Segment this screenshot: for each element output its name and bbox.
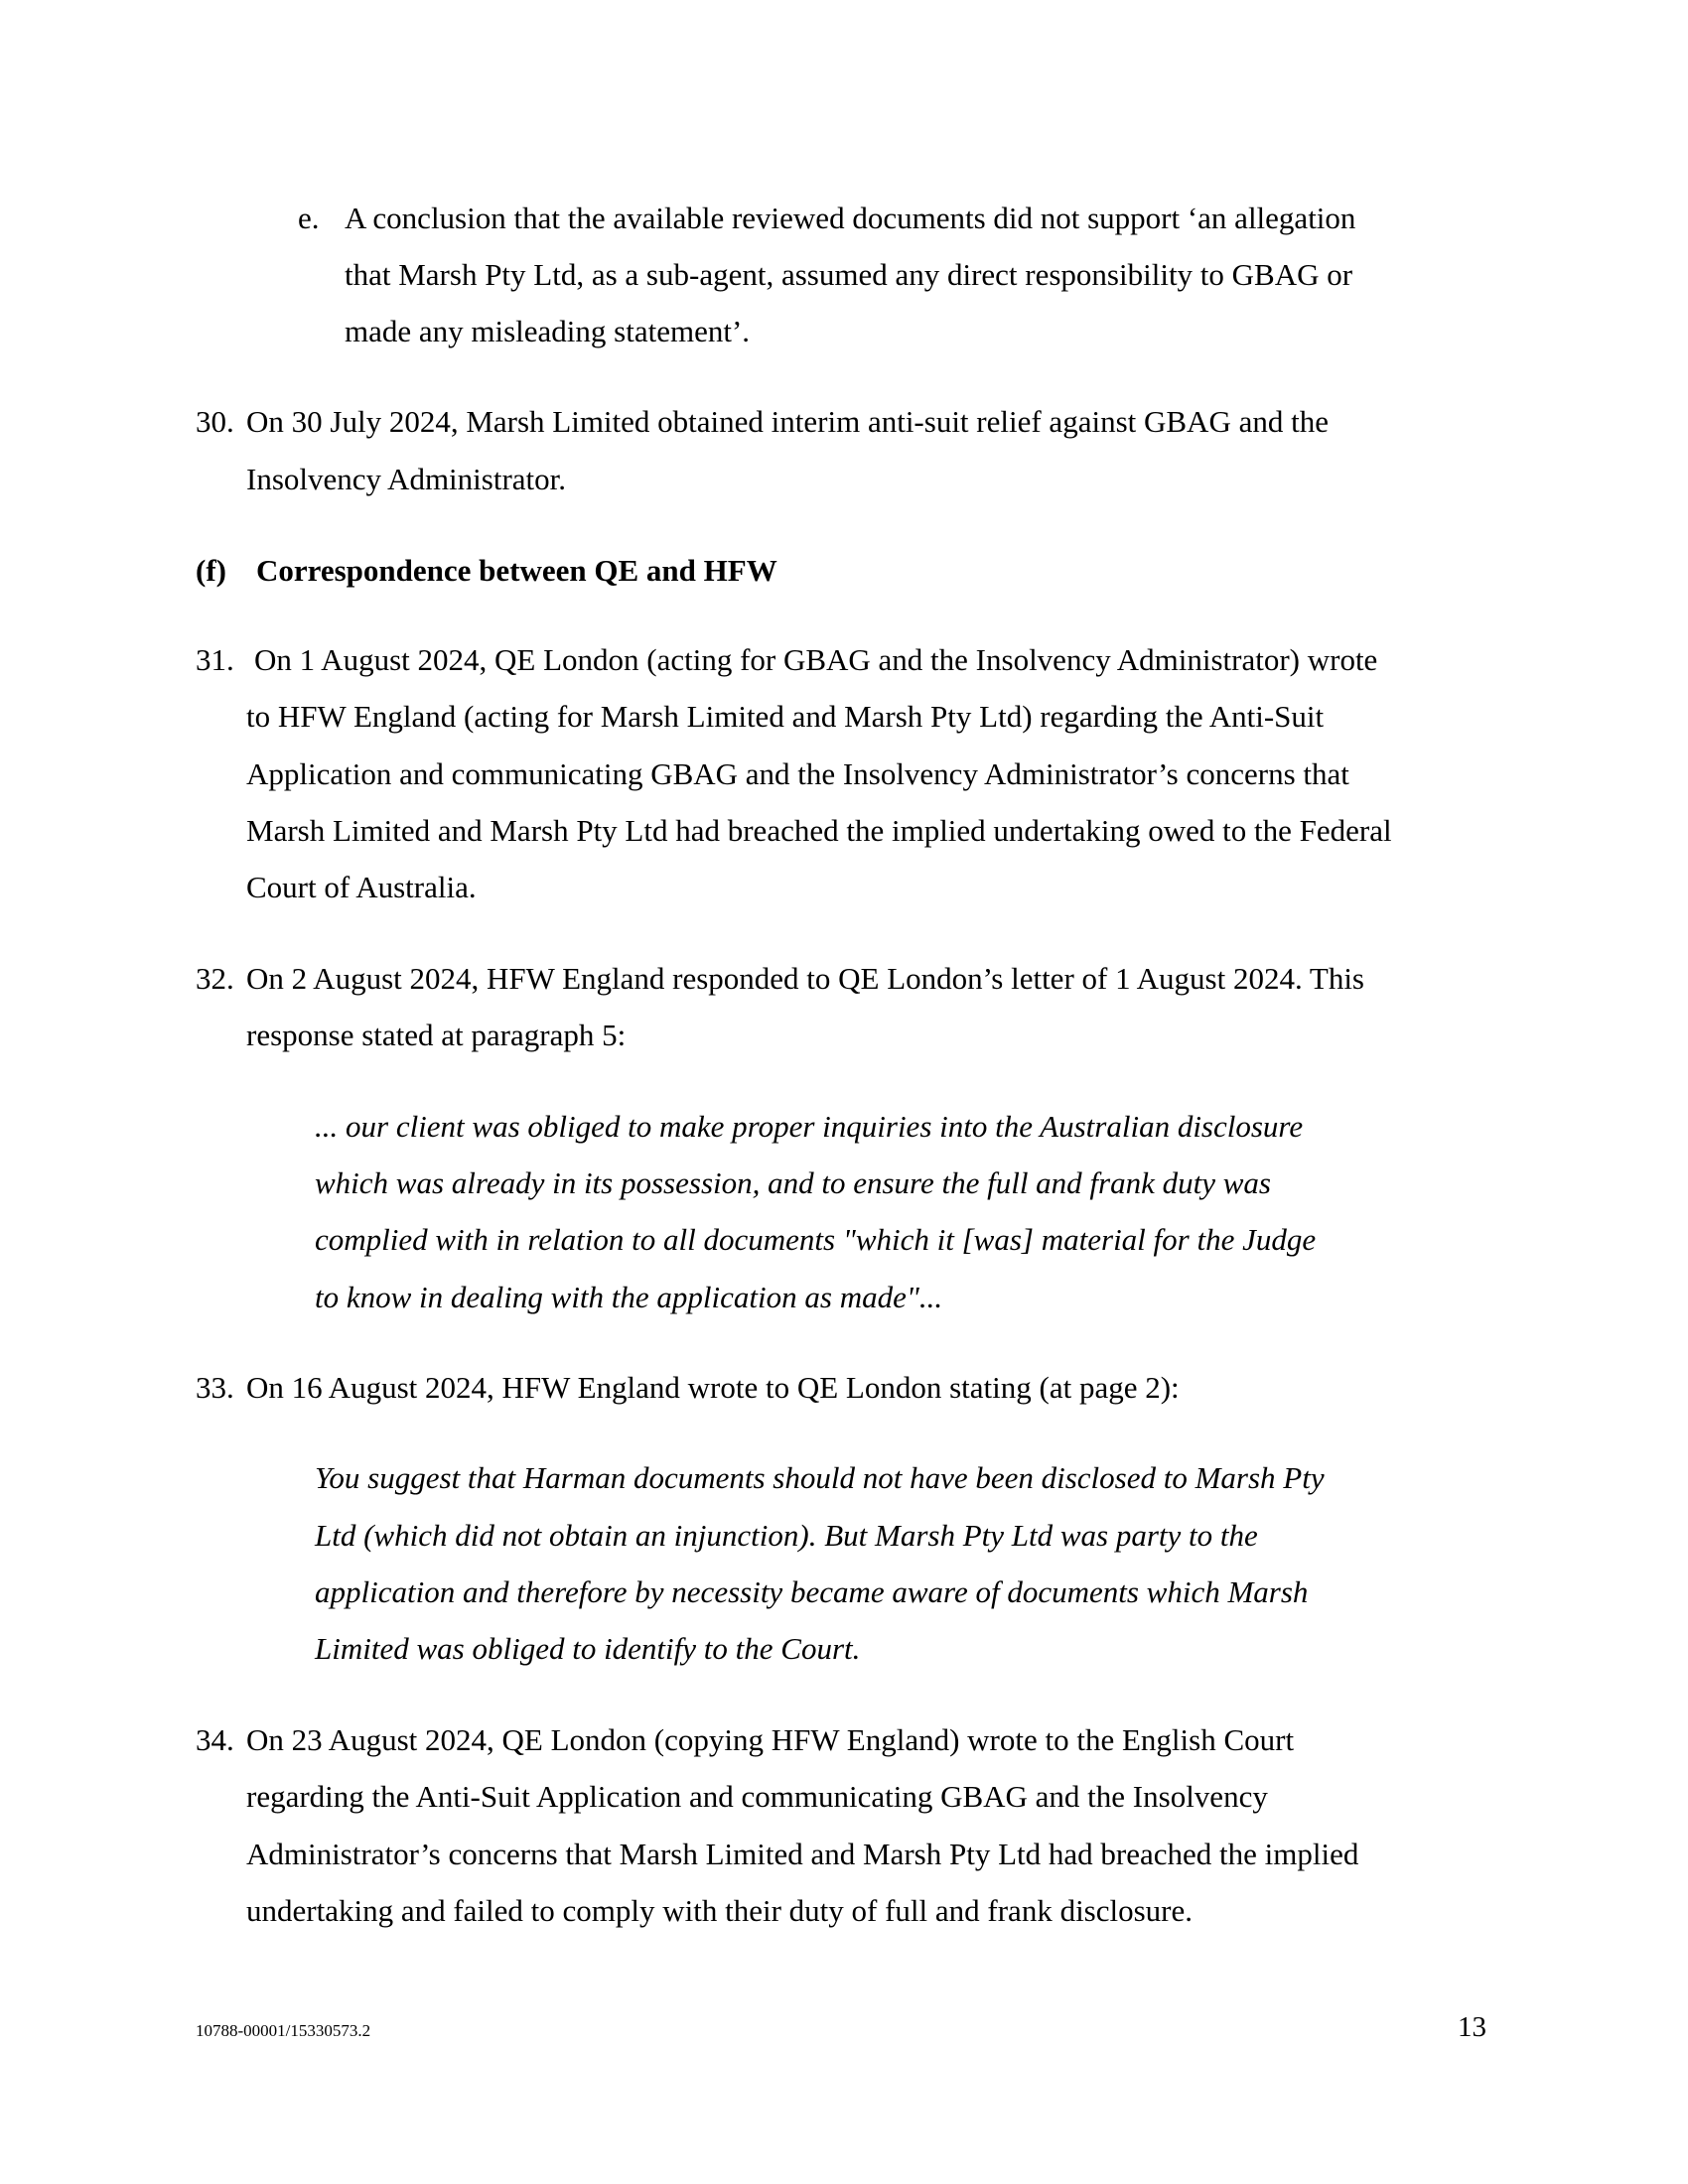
paragraph-line: On 1 August 2024, QE London (acting for GBAG and the Insolvency Administrator) wrote (254, 642, 1378, 677)
paragraph-number: 34. (196, 1722, 234, 1757)
paragraph-line: regarding the Anti-Suit Application and communicating GBAG and the Insolvency (246, 1779, 1268, 1814)
paragraph-line: On 23 August 2024, QE London (copying HFW England) wrote to the English Court (246, 1722, 1295, 1757)
page-number: 13 (1458, 2011, 1486, 2043)
heading-marker: (f) (196, 553, 226, 588)
paragraph-line: Marsh Limited and Marsh Pty Ltd had breached the implied undertaking owed to the Federal (246, 813, 1392, 848)
paragraph-number: 32. (196, 961, 234, 996)
document-reference: 10788-00001/15330573.2 (196, 2021, 371, 2040)
paragraph-number: 33. (196, 1370, 234, 1405)
paragraph-line: On 16 August 2024, HFW England wrote to QE London stating (at page 2): (246, 1370, 1180, 1405)
paragraph-line: to HFW England (acting for Marsh Limited and Marsh Pty Ltd) regarding the Anti-Suit (246, 699, 1325, 734)
paragraph-line: Administrator’s concerns that Marsh Limited and Marsh Pty Ltd had breached the implied (246, 1837, 1359, 1871)
paragraph-line: response stated at paragraph 5: (246, 1018, 627, 1052)
quote-line: Ltd (which did not obtain an injunction). But Marsh Pty Ltd was party to the (315, 1518, 1258, 1553)
paragraph-line: Insolvency Administrator. (246, 462, 567, 496)
list-marker: e. (298, 201, 320, 235)
paragraph-number: 30. (196, 404, 234, 439)
section-heading: Correspondence between QE and HFW (256, 553, 777, 588)
quote-line: ... our client was obliged to make proper inquiries into the Australian disclosure (315, 1109, 1304, 1144)
paragraph-line: On 30 July 2024, Marsh Limited obtained interim anti-suit relief against GBAG and the (246, 404, 1329, 439)
quote-line: complied with in relation to all documents "which it [was] material for the Judge (315, 1222, 1317, 1257)
paragraph-line: On 2 August 2024, HFW England responded to QE London’s letter of 1 August 2024. This (246, 961, 1364, 996)
paragraph-line: made any misleading statement’. (345, 314, 751, 348)
paragraph-line: A conclusion that the available reviewed documents did not support ‘an allegation (345, 201, 1356, 235)
quote-line: to know in dealing with the application as made"... (315, 1280, 943, 1314)
paragraph-line: Application and communicating GBAG and the Insolvency Administrator’s concerns that (246, 756, 1349, 791)
paragraph-line: Court of Australia. (246, 870, 477, 904)
quote-line: Limited was obliged to identify to the Court. (315, 1631, 861, 1666)
quote-line: You suggest that Harman documents should not have been disclosed to Marsh Pty (315, 1460, 1325, 1495)
paragraph-number: 31. (196, 642, 234, 677)
quote-line: which was already in its possession, and to ensure the full and frank duty was (315, 1165, 1271, 1200)
paragraph-line: undertaking and failed to comply with their duty of full and frank disclosure. (246, 1893, 1194, 1928)
paragraph-line: that Marsh Pty Ltd, as a sub-agent, assumed any direct responsibility to GBAG or (345, 257, 1353, 292)
quote-line: application and therefore by necessity became aware of documents which Marsh (315, 1574, 1309, 1609)
